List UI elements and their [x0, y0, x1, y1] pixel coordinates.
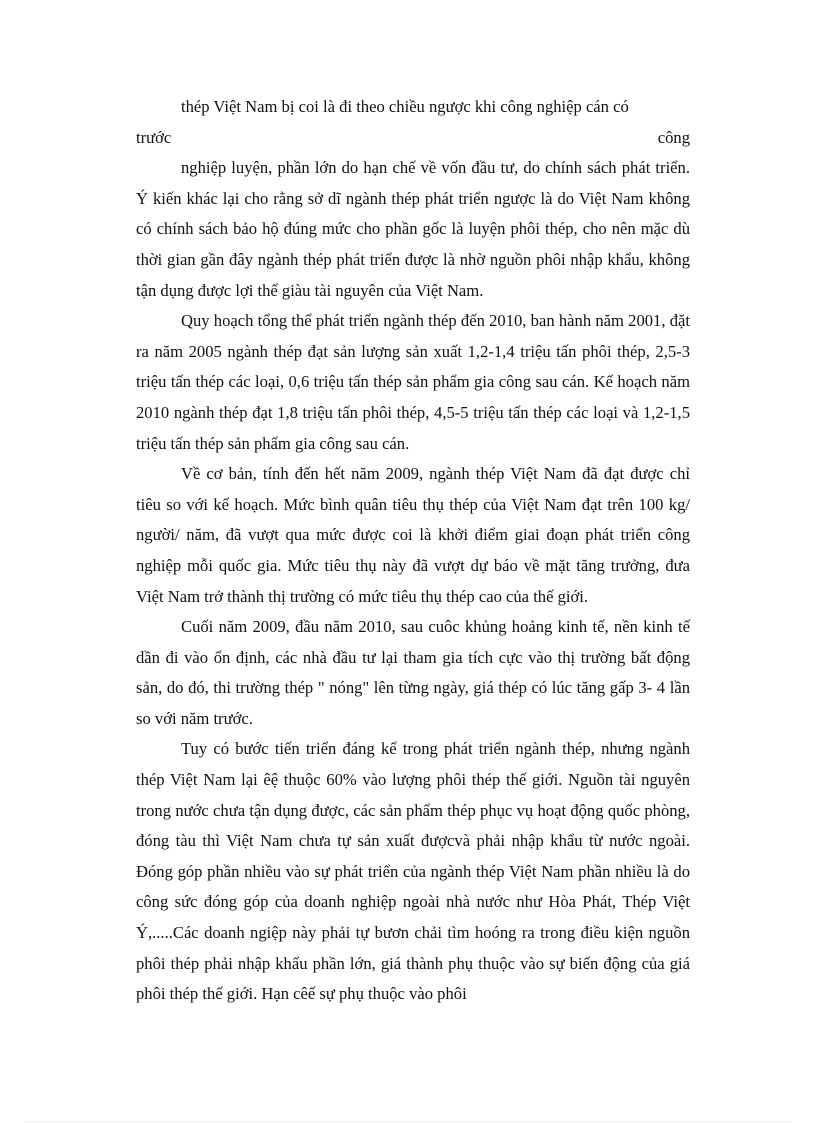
- paragraph-2: Quy hoạch tổng thể phát triển ngành thép đến 2010, ban hành năm 2001, đặt ra năm 2005 ngành thép đạt sản lượng sản xuất 1,2-1,4 triệu tấn phôi thép, 2,5-3 triệu tấn thép các loại, 0,6 triệu tấn thép sản phẩm gia công sau cán. Kế hoạch năm 2010 ngành thép đạt 1,8 triệu tấn phôi thép, 4,5-5 triệu tấn thép các loại và 1,2-1,5 triệu tấn thép sản phẩm gia công sau cán.: [136, 311, 690, 453]
- paragraph-3: Về cơ bản, tính đến hết năm 2009, ngành thép Việt Nam đã đạt được chỉ tiêu so với kế hoạch. Mức bình quân tiêu thụ thép của Việt Nam đạt trên 100 kg/ người/ năm, đã vượt qua mức được coi là khởi điểm giai đoạn phát triển công nghiệp mỗi quốc gia. Mức tiêu thụ này đã vượt dự báo về mặt tăng trưởng, đưa Việt Nam trở thành thị trường có mức tiêu thụ thép cao của thế giới.: [136, 464, 690, 606]
- text-line-2-left: trước: [136, 127, 172, 147]
- text-line-1: thép Việt Nam bị coi là đi theo chiều ngược khi công nghiệp cán có: [181, 97, 629, 116]
- paragraph-1: nghiệp luyện, phần lớn do hạn chế về vốn đầu tư, do chính sách phát triển. Ý kiến khác lại cho rằng sở dĩ ngành thép phát triển ngược là do Việt Nam không có chính sách bảo hộ đúng mức cho phần gốc là luyện phôi thép, cho nên mặc dù thời gian gần đây ngành thép phát triển được là nhờ nguồn phôi nhập khẩu, không tận dụng được lợi thế giàu tài nguyên của Việt Nam.: [136, 158, 690, 300]
- page-bottom-edge: [26, 1121, 792, 1122]
- text-line-2-right: công: [657, 127, 690, 147]
- document-body: [136, 92, 690, 1010]
- paragraph-4: Cuối năm 2009, đầu năm 2010, sau cuôc khủng hoảng kinh tế, nền kinh tế dần đi vào ổn định, các nhà đầu tư lại tham gia tích cực vào thị trường bất động sản, do đó, thi trường thép " nóng" lên từng ngày, giá thép có lúc tăng gấp 3- 4 lần so với năm trước.: [136, 617, 690, 728]
- text-line-2: [136, 123, 690, 154]
- paragraph-5: Tuy có bước tiến triển đáng kể trong phát triển ngành thép, nhưng ngành thép Việt Nam lại êệ thuộc 60% vào lượng phôi thép thế giới. Nguồn tài nguyên trong nước chưa tận dụng được, các sản phẩm thép phục vụ hoạt động quốc phòng, đóng tàu thì Việt Nam chưa tự sản xuất đượcvà phải nhập khẩu từ nước ngoài. Đóng góp phần nhiều vào sự phát triển của ngành thép Việt Nam phần nhiều là do công sức đóng góp của doanh nghiệp ngoài nhà nước như Hòa Phát, Thép Việt Ý,.....Các doanh ngiệp này phải tự bươn chải tìm hoóng ra trong điều kiện nguồn phôi thép phải nhập khẩu phần lớn, giá thành phụ thuộc vào sự biến động của giá phôi thép thế giới. Hạn cêế sự phụ thuộc vào phôi: [136, 739, 690, 1004]
